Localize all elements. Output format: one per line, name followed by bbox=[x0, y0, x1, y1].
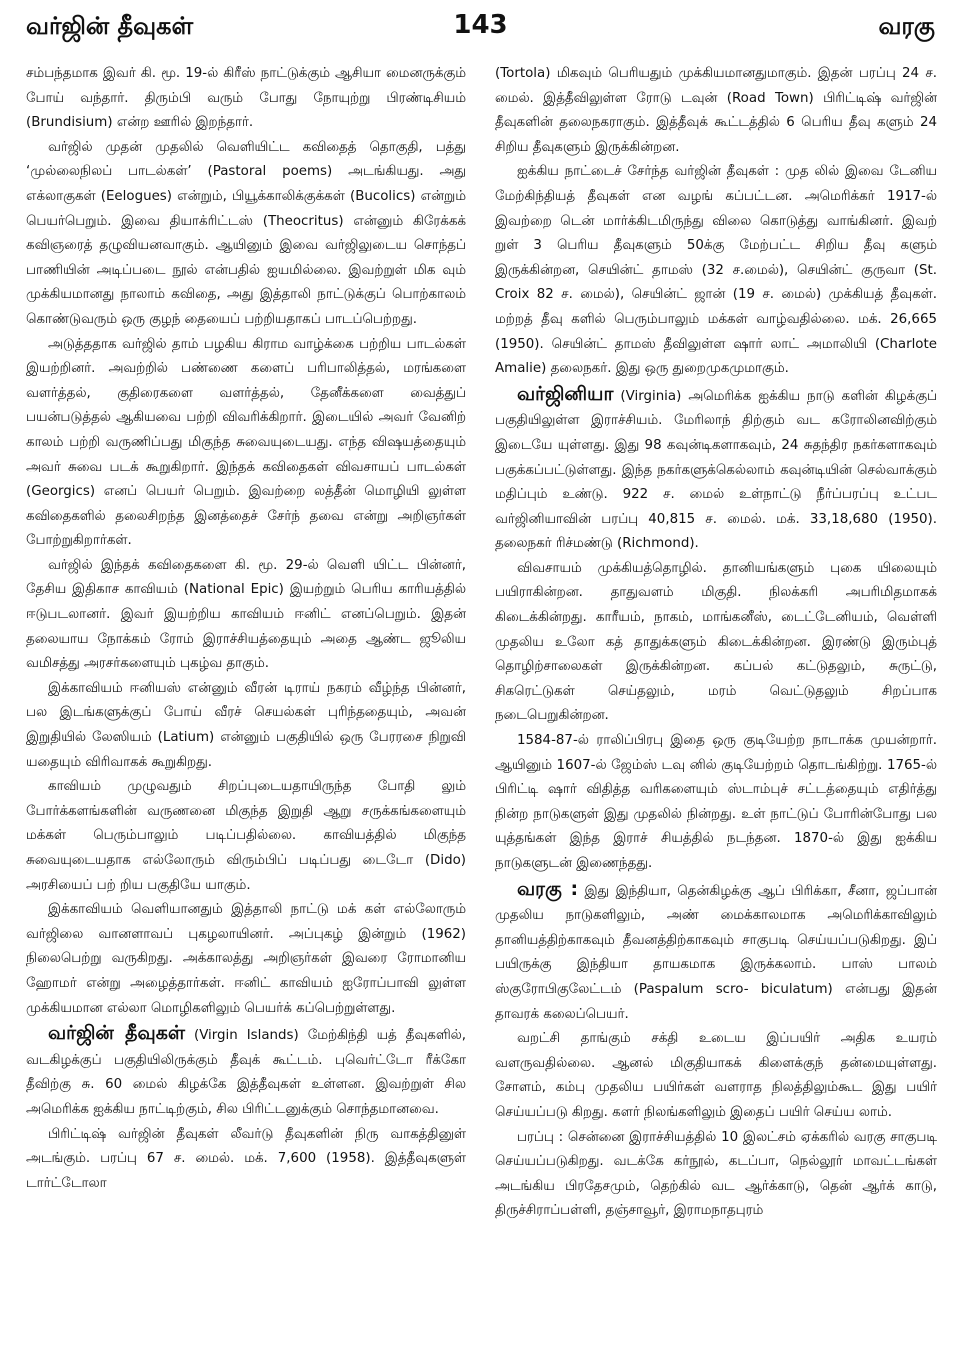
running-head-right: வரகு bbox=[878, 12, 935, 40]
paragraph: பரப்பு : சென்னை இராச்சியத்தில் 10 இலட்சம் ஏக்கரில் வரகு சாகுபடி செய்யப்படுகிறது. வடக்கே கர்நூல், கடப்பா, நெல்லூர் மாவட்டங்கள் அடங்கிய பிரதேசமும், தெற்கில் வட ஆர்க்காடு, தென் ஆர்க் காடு, திருச்சிராப்பள்ளி, தஞ்சாவூர், இராமநாதபுரம் bbox=[495, 1129, 937, 1219]
paragraph: பிரிட்டிஷ் வர்ஜின் தீவுகள் லீவர்டு தீவுகளின் நிரு வாகத்தினுள் அடங்கும். பரப்பு 67 ச. மைல். மக். 7,600 (1958). இத்தீவுகளுள் டார்ட்டோலா bbox=[26, 1126, 466, 1191]
page-number: 143 bbox=[453, 10, 508, 40]
entry-paragraph bbox=[495, 382, 937, 557]
entry-headword: வரகு : bbox=[517, 877, 579, 900]
entry-text: இது இந்தியா, தென்கிழக்கு ஆப் பிரிக்கா, சீனா, ஜப்பான் முதலிய நாடுகளிலும், அண் மைக்காலமாக அமெரிக்காவிலும் தானியத்திற்காகவும் தீவனத்திற்காகவும் சாகுபடி செய்யப்படுகிறது. இப் பயிருக்கு இந்தியா தாயகமாக இருக்கலாம். பாஸ் பாலம் ஸ்குரோபிகுலேட்டம் (Paspalum scro- biculatum) என்பது இதன் தாவரக் கலைப்பெயர். bbox=[495, 883, 937, 1022]
running-head-left: வர்ஜின் தீவுகள் bbox=[26, 12, 194, 40]
entry-headword: வர்ஜின் தீவுகள் bbox=[48, 1022, 186, 1045]
right-column bbox=[495, 62, 937, 1352]
paragraph: இக்காவியம் ஈனியஸ் என்னும் வீரன் டிராய் நகரம் வீழ்ந்த பின்னர், பல இடங்களுக்குப் போய் வீரச் செயல்கள் புரிந்ததையும், அவன் இறுதியில் லேஸியம் (Latium) என்னும் பகுதியில் ஒரு பேரரசை நிறுவி யதையும் விரிவாகக் கூறுகிறது. bbox=[26, 680, 466, 770]
entry-paragraph bbox=[495, 877, 937, 1028]
entry-paragraph bbox=[26, 1021, 466, 1122]
paragraph: அடுத்ததாக வர்ஜில் தாம் பழகிய கிராம வாழ்க்கை பற்றிய பாடல்கள் இயற்றினர். அவற்றில் பண்ணை களைப் பரிபாலித்தல், மரங்களை வளர்த்தல், குதிரைகளை வளர்த்தல், தேனீக்களை வைத்துப் பயன்படுத்தல் ஆகியவை பற்றி விவரிக்கிறார். இடையில் அவர் வேனிற் காலம் பற்றி வருணிப்பது மிகுந்த சுவையுடையது. எந்த விஷயத்தையும் அவர் சுவை படக் கூறுகிறார். இந்தக் கவிதைகள் விவசாயப் பாடல்கள் (Georgics) எனப் பெயர் பெறும். இவற்றை லத்தீன் மொழியி லுள்ள கவிதைகளில் தலைசிறந்த இனத்தைச் சேர்ந் தவை என்று அறிஞர்கள் போற்றுகிறார்கள். bbox=[26, 336, 466, 549]
paragraph: விவசாயம் முக்கியத்தொழில். தானியங்களும் புகை யிலையும் பயிராகின்றன. தாதுவளம் மிகுதி. நிலக்கரி அபரிமிதமாகக் கிடைக்கின்றது. காரீயம், நாகம், மாங்கனீஸ், டைட்டேனியம், வெள்ளி முதலிய உலோ கத் தாதுக்களும் கிடைக்கின்றன. இரண்டு இரும்புத் தொழிற்சாலைகள் இருக்கின்றன. கப்பல் கட்டுதலும், சுருட்டு, சிகரெட்டுகள் செய்தலும், மரம் வெட்டுதலும் சிறப்பாக நடைபெறுகின்றன. bbox=[495, 560, 937, 724]
paragraph: வர்ஜில் இந்தக் கவிதைகளை கி. மூ. 29-ல் வெளி யிட்ட பின்னர், தேசிய இதிகாச காவியம் (National Epic) இயற்றும் பெரிய காரியத்தில் ஈடுபடலானர். இவர் இயற்றிய காவியம் ஈனிட் எனப்பெறும். இதன் தலையாய நோக்கம் ரோம் இராச்சியத்தையும் அதை ஆண்ட ஜூலிய வமிசத்து அரசர்களையும் புகழ்வ தாகும். bbox=[26, 557, 466, 672]
paragraph: 1584-87-ல் ராலிப்பிரபு இதை ஒரு குடியேற்ற நாடாக்க முயன்றார். ஆயினும் 1607-ல் ஜேம்ஸ் டவு னில் குடியேற்றம் தொடங்கிற்று. 1765-ல் பிரிட்டி ஷார் விதித்த வரிகளையும் ஸ்டாம்புச் சட்டத்தையும் எதிர்த்து நின்ற நாடுகளுள் இது முதலில் நின்றது. உள் நாட்டுப் போரின்போது பல யுத்தங்கள் இந்த இராச் சியத்தில் நடந்தன. 1870-ல் இது ஐக்கிய நாடுகளுடன் இணைந்தது. bbox=[495, 733, 937, 871]
paragraph: சம்பந்தமாக இவர் கி. மூ. 19-ல் கிரீஸ் நாட்டுக்கும் ஆசியா மைனருக்கும் போய் வந்தார். திரும்பி வரும் போது நோயுற்று பிரண்டிசியம் (Brundisium) என்ற ஊரில் இறந்தார். bbox=[26, 66, 466, 131]
paragraph: இக்காவியம் வெளியானதும் இத்தாலி நாட்டு மக் கள் எல்லோரும் வர்ஜிலை வானளாவப் புகழலாயினர். அப்புகழ் இன்றும் (1962) நிலைபெற்று வருகிறது. அக்காலத்து அறிஞர்கள் இவரை ரோமானிய ஹோமர் என்று அழைத்தார்கள். ஈனிட் காவியம் ஐரோப்பாவி லுள்ள முக்கியமான எல்லா மொழிகளிலும் பெயர்க் கப்பெற்றுள்ளது. bbox=[26, 902, 466, 1016]
paragraph: (Tortola) மிகவும் பெரியதும் முக்கியமானதுமாகும். இதன் பரப்பு 24 ச. மைல். இத்தீவிலுள்ள ரோடு டவுன் (Road Town) பிரிட்டிஷ் வர்ஜின் தீவுகளின் தலைநகராகும். இத்தீவுக் கூட்டத்தில் 6 பெரிய தீவு களும் 24 சிறிய தீவுகளும் இருக்கின்றன. bbox=[495, 66, 937, 155]
entry-text: (Virginia) அமெரிக்க ஐக்கிய நாடு களின் கிழக்குப் பகுதியிலுள்ள இராச்சியம். மேரிலாந் திற்கும் வட கரோலினவிற்கும் இடையே யுள்ளது. இது 98 கவுன்டிகளாகவும், 24 சுதந்திர நகர்களாகவும் பகுக்கப்பட்டுள்ளது. இந்த நகர்களுக்கெல்லாம் கவுன்டியின் செல்வாக்கும் மதிப்பும் உண்டு. 922 ச. மைல் உள்நாட்டு நீர்ப்பரப்பு உட்பட வர்ஜினியாவின் பரப்பு 40,815 ச. மைல். மக். 33,18,680 (1950). தலைநகர் ரிச்மண்டு (Richmond). bbox=[495, 388, 937, 552]
entry-text: (Virgin Islands) மேற்கிந்தி யத் தீவுகளில், வடகிழக்குப் பகுதியிலிருக்கும் தீவுக் கூட்டம். புவெர்ட்டோ ரீக்கோ தீவிற்கு சு. 60 மைல் கிழக்கே இத்தீவுகள் உள்ளன. இவற்றுள் சில அமெரிக்க ஐக்கிய நாட்டிற்கும், சில பிரிட்டனுக்கும் சொந்தமானவை. bbox=[26, 1028, 466, 1117]
entry-headword: வர்ஜினியா bbox=[517, 382, 614, 405]
paragraph: வர்ஜில் முதன் முதலில் வெளியிட்ட கவிதைத் தொகுதி, பத்து ‘முல்லைநிலப் பாடல்கள்’ (Pastoral poems) அடங்கியது. அது எக்லாகுகள் (Eelogues) என்றும், பியூக்காலிக்குக்கள் (Bucolics) என்றும் பெயர்பெறும். இவை தியாக்ரிட்டஸ் (Theocritus) என்னும் கிரேக்கக் கவிஞரைத் தழுவியனவாகும். ஆயினும் இவை வர்ஜிலுடைய சொந்தப் பாணியின் அடிப்படை நூல் என்பதில் ஐயமில்லை. இவற்றுள் மிக வும் முக்கியமானது நாலாம் கவிதை, அது இத்தாலி நாட்டுக்குப் பொற்காலம் கொண்டுவரும் ஒரு குழந் தையைப் பற்றியதாகப் பாடப்பெற்றது. bbox=[26, 139, 466, 327]
paragraph: வறட்சி தாங்கும் சக்தி உடைய இப்பயிர் அதிக உயரம் வளருவதில்லை. ஆனல் மிகுதியாகக் கிளைக்குந் தன்மையுள்ளது. சோளம், கம்பு முதலிய பயிர்கள் வளராத நிலத்திலும்கூட இது பயிர் செய்யப்படு கிறது. களர் நிலங்களிலும் இதைப் பயிர் செய்ய லாம். bbox=[495, 1031, 937, 1120]
paragraph: ஐக்கிய நாட்டைச் சேர்ந்த வர்ஜின் தீவுகள் : முத லில் இவை டேனிய மேற்கிந்தியத் தீவுகள் என வழங் கப்பட்டன. அமெரிக்கர் 1917-ல் இவற்றை டென் மார்க்கிடமிருந்து விலை கொடுத்து வாங்கினர். இவற் றுள் 3 பெரிய தீவுகளும் 50க்கு மேற்பட்ட சிறிய தீவு களும் இருக்கின்றன, செயின்ட் தாமஸ் (32 ச.மைல்), செயின்ட் குருவா (St. Croix 82 ச. மைல்), செயின்ட் ஜான் (19 ச. மைல்) முக்கியத் தீவுகள். மற்றத் தீவு களில் பெரும்பாலும் மக்கள் வாழ்வதில்லை. மக். 26,665 (1950). செயின்ட் தாமஸ் தீவிலுள்ள ஷார் லாட் அமாலியி (Charlote Amalie) தலைநகர். இது ஒரு துறைமுகமுமாகும். bbox=[495, 164, 937, 377]
paragraph: காவியம் முழுவதும் சிறப்புடையதாயிருந்த போதி லும் போர்க்களங்களின் வருணனை மிகுந்த இறுதி ஆறு சருக்கங்களையும் மக்கள் பெரும்பாலும் படிப்பதில்லை. காவியத்தில் மிகுந்த சுவையுடையதாக எல்லோரும் விரும்பிப் படிப்பது டைடோ (Dido) அரசியைப் பற் றிய பகுதியே யாகும். bbox=[26, 779, 466, 893]
left-column bbox=[26, 62, 466, 1352]
